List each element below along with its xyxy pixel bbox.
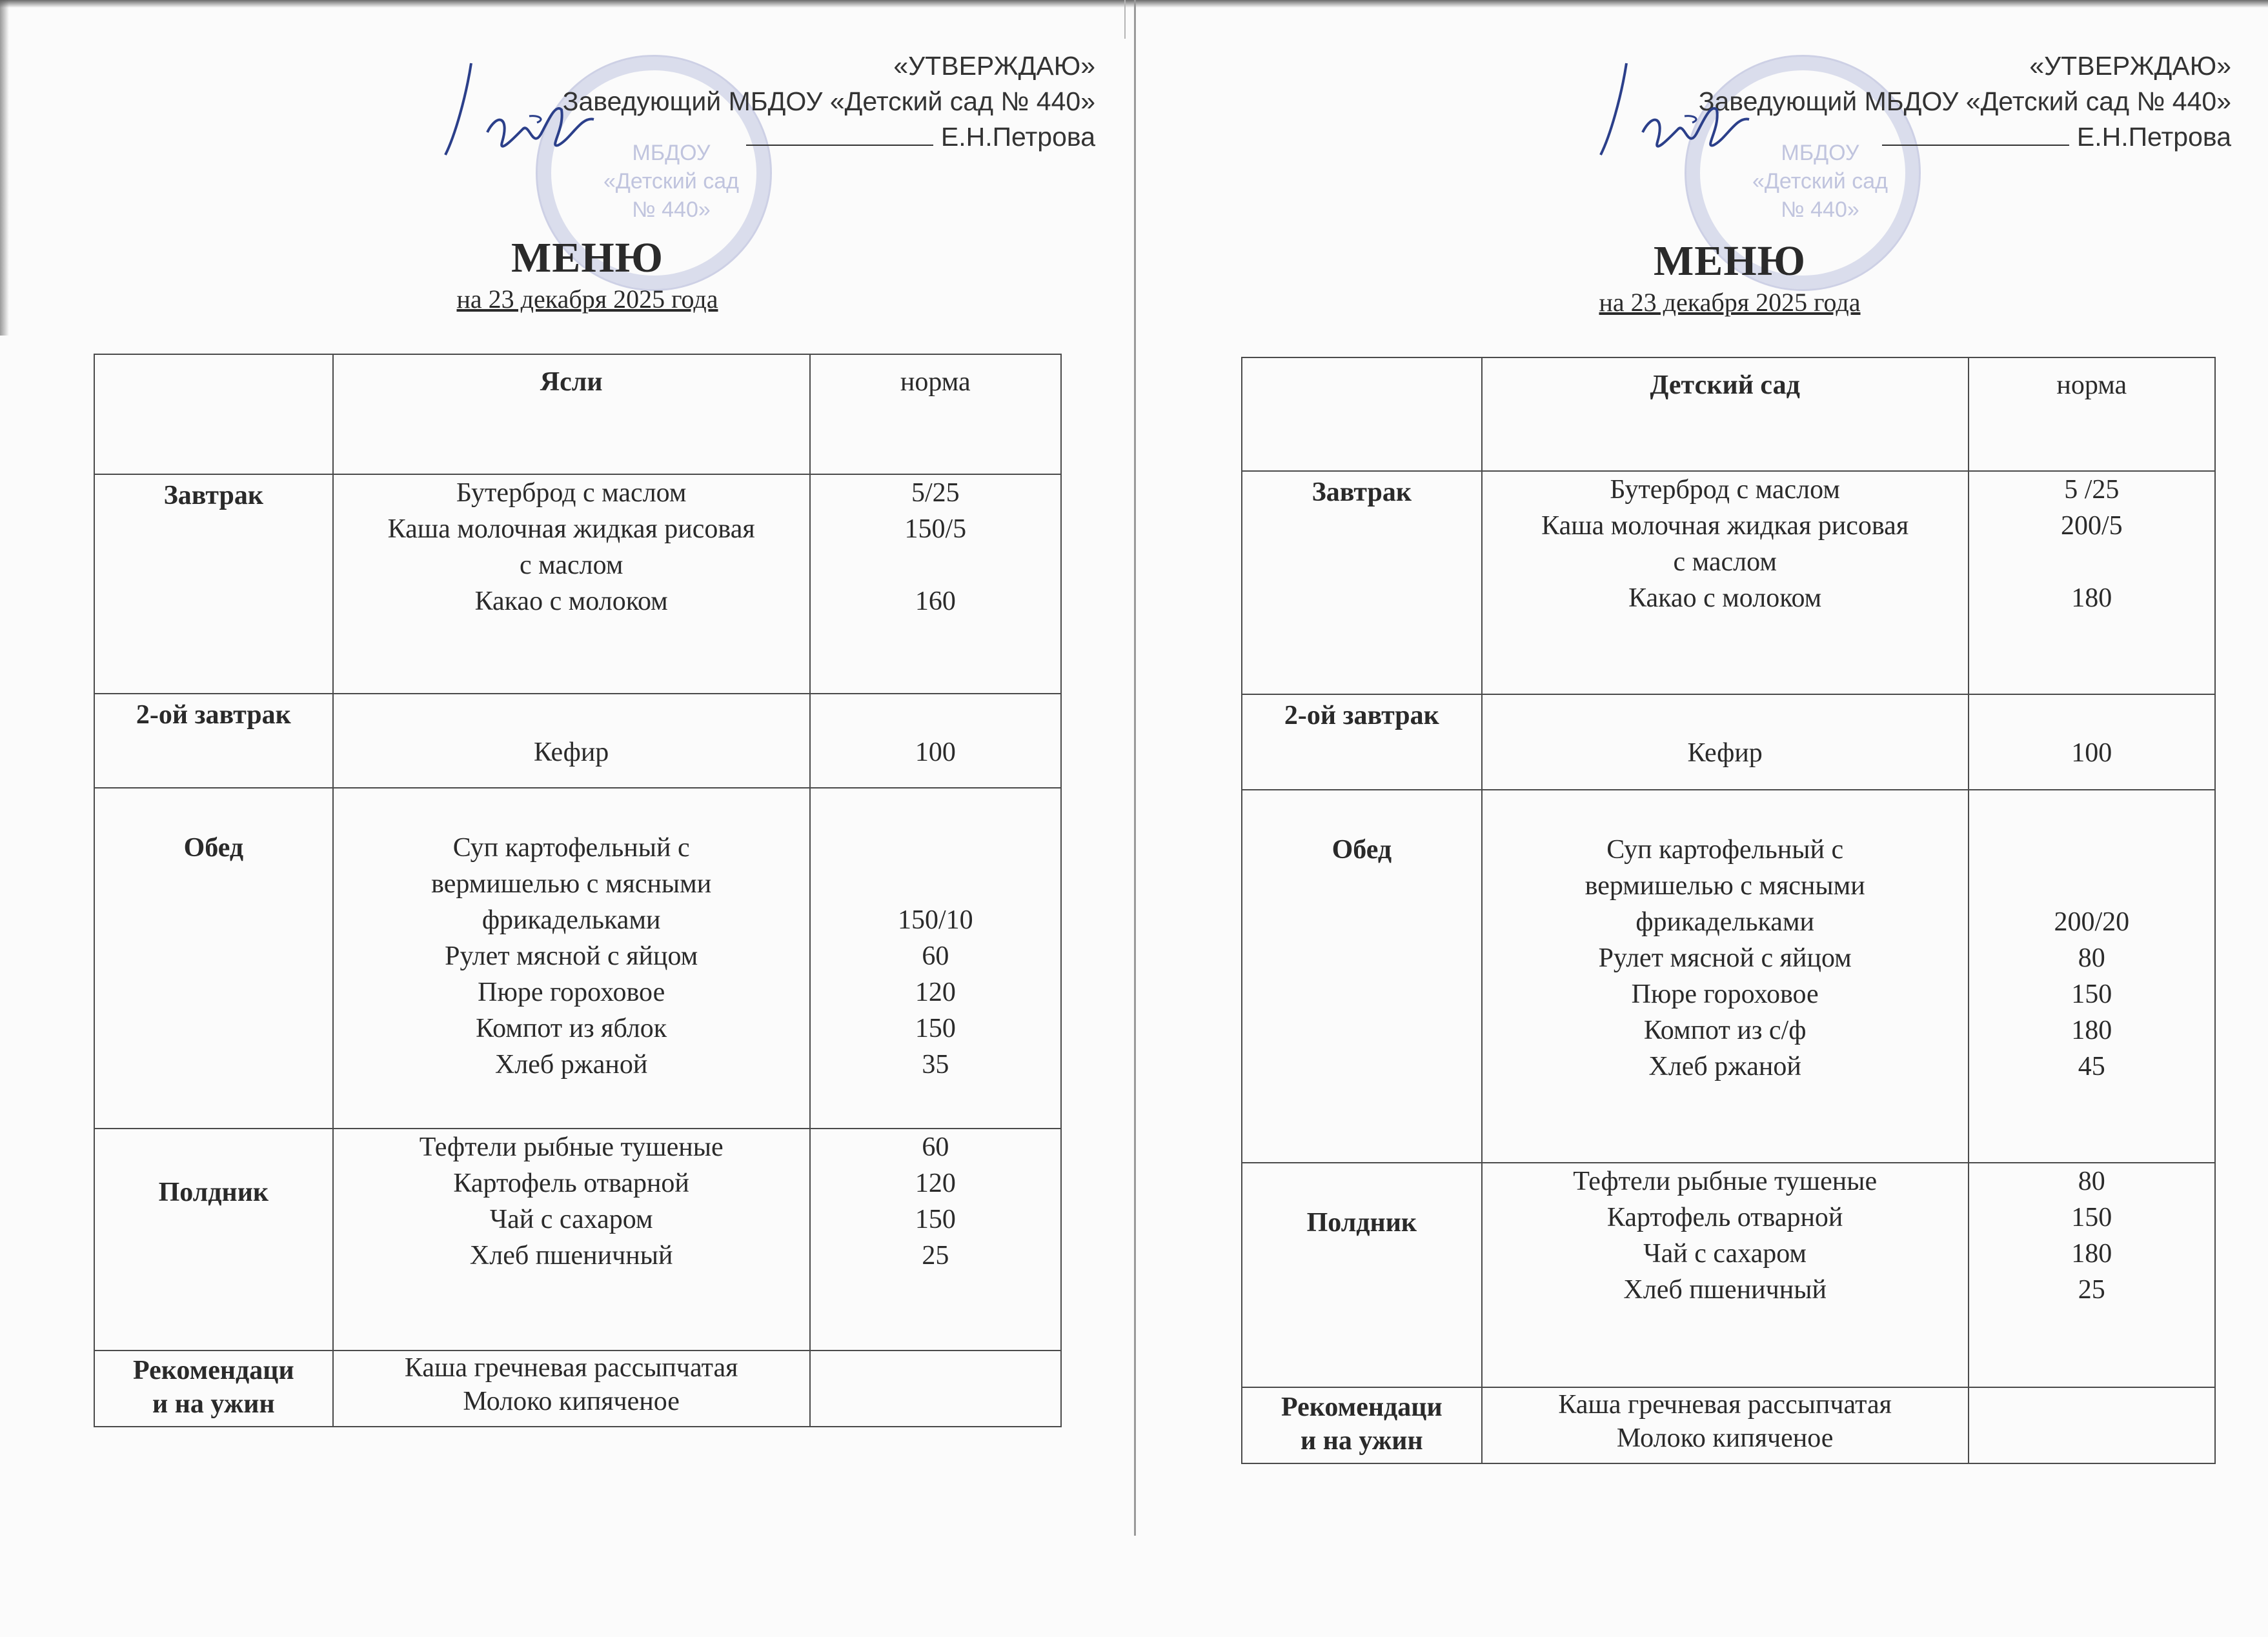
norma-header: норма	[810, 354, 1061, 474]
table-row-breakfast	[1242, 471, 2215, 694]
meal-dishes: Тефтели рыбные тушеные Картофель отварной Чай с сахаром Хлеб пшеничный	[1482, 1163, 1969, 1387]
meal-name: 2-ой завтрак	[94, 694, 333, 788]
meal-name: Полдник	[94, 1129, 333, 1351]
meal-norms: 150/10 60 120 150 35	[810, 788, 1061, 1129]
meal-dishes: Кефир	[333, 694, 810, 788]
table-row-breakfast	[94, 474, 1061, 694]
table-row-dinner-recommendations	[94, 1351, 1061, 1427]
meal-norms: 5 /25 200/5 180	[1969, 471, 2215, 694]
meal-name: Завтрак	[1242, 471, 1482, 694]
menu-heading	[1439, 236, 2020, 318]
meal-norms: 100	[810, 694, 1061, 788]
meal-dishes: Каша гречневая рассыпчатая Молоко кипяченое	[333, 1351, 810, 1427]
table-header-row	[1242, 357, 2215, 471]
meal-norms	[1969, 1387, 2215, 1463]
meal-dishes: Тефтели рыбные тушеные Картофель отварной Чай с сахаром Хлеб пшеничный	[333, 1129, 810, 1351]
approval-title: «УТВЕРЖДАЮ»	[2029, 51, 2231, 81]
meal-norms: 80 150 180 25	[1969, 1163, 2215, 1387]
meal-name: Завтрак	[94, 474, 333, 694]
table-row-second-breakfast	[1242, 694, 2215, 790]
norma-header: норма	[1969, 357, 2215, 471]
table-row-afternoon-snack	[1242, 1163, 2215, 1387]
meal-dishes: Бутерброд с маслом Каша молочная жидкая рисовая с маслом Какао с молоком	[333, 474, 810, 694]
approver-name: Е.Н.Петрова	[940, 122, 1095, 152]
meal-name: Обед	[94, 788, 333, 1129]
meal-dishes: Каша гречневая рассыпчатая Молоко кипяченое	[1482, 1387, 1969, 1463]
meal-name: Обед	[1242, 790, 1482, 1163]
menu-title: МЕНЮ	[1654, 237, 1806, 285]
meal-name: 2-ой завтрак	[1242, 694, 1482, 790]
approver-name: Е.Н.Петрова	[2076, 122, 2231, 152]
table-row-lunch	[94, 788, 1061, 1129]
table-row-afternoon-snack	[94, 1129, 1061, 1351]
stamp-text: МБДОУ «Детский сад № 440»	[1752, 141, 1888, 222]
meal-name: Полдник	[1242, 1163, 1482, 1387]
approval-title: «УТВЕРЖДАЮ»	[893, 51, 1095, 81]
meal-name: Рекомендаци и на ужин	[1242, 1387, 1482, 1463]
menu-table-kindergarten	[1241, 357, 2216, 1464]
meal-norms: 200/20 80 150 180 45	[1969, 790, 2215, 1163]
menu-title: МЕНЮ	[511, 234, 663, 281]
menu-date: на 23 декабря 2025 года	[456, 285, 718, 314]
table-header-row	[94, 354, 1061, 474]
meal-name: Рекомендаци и на ужин	[94, 1351, 333, 1427]
meal-norms: 100	[1969, 694, 2215, 790]
menu-page-kindergarten	[1136, 0, 2268, 1637]
stamp-text: МБДОУ «Детский сад № 440»	[603, 141, 739, 222]
meal-dishes: Суп картофельный с вермишелью с мясными фрикадельками Рулет мясной с яйцом Пюре гороховое Компот из с/ф Хлеб ржаной	[1482, 790, 1969, 1163]
table-header-empty	[1242, 357, 1482, 471]
meal-dishes: Кефир	[1482, 694, 1969, 790]
approval-block	[563, 48, 1095, 155]
approval-position: Заведующий МБДОУ «Детский сад № 440»	[562, 86, 1095, 116]
group-header: Детский сад	[1482, 357, 1969, 471]
menu-heading	[297, 232, 878, 315]
meal-norms: 60 120 150 25	[810, 1129, 1061, 1351]
approval-position: Заведующий МБДОУ «Детский сад № 440»	[1698, 86, 2231, 116]
meal-dishes: Суп картофельный с вермишелью с мясными фрикадельками Рулет мясной с яйцом Пюре гороховое Компот из яблок Хлеб ржаной	[333, 788, 810, 1129]
meal-dishes: Бутерброд с маслом Каша молочная жидкая рисовая с маслом Какао с молоком	[1482, 471, 1969, 694]
signature-icon	[426, 58, 639, 168]
meal-norms	[810, 1351, 1061, 1427]
menu-table-nursery	[94, 354, 1062, 1427]
group-header: Ясли	[333, 354, 810, 474]
table-row-second-breakfast	[94, 694, 1061, 788]
table-row-dinner-recommendations	[1242, 1387, 2215, 1463]
table-row-lunch	[1242, 790, 2215, 1163]
signature-icon	[1581, 58, 1794, 168]
approval-signature-line	[563, 119, 1095, 155]
meal-norms: 5/25 150/5 160	[810, 474, 1061, 694]
menu-date: на 23 декабря 2025 года	[1599, 288, 1861, 317]
table-header-empty	[94, 354, 333, 474]
